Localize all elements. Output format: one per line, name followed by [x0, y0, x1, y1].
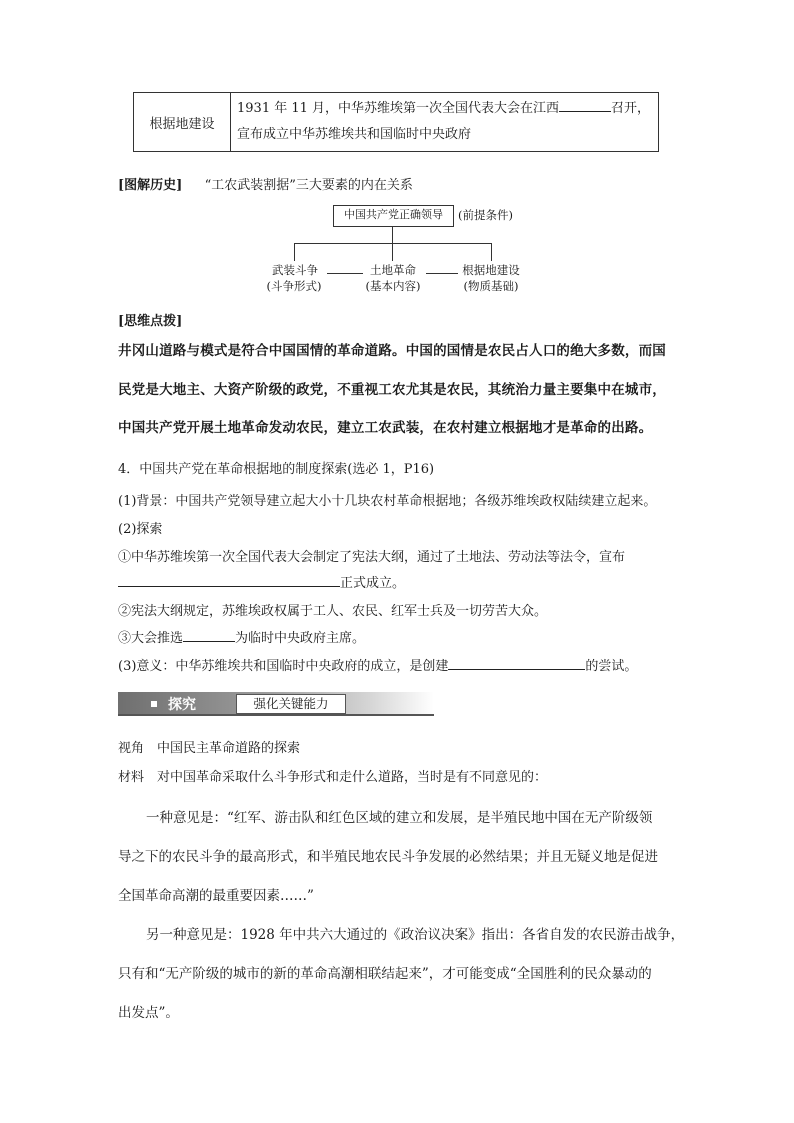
diagram-connector [392, 243, 393, 261]
base-building-table [133, 92, 659, 152]
diagram-item-sub: (基本内容) [365, 279, 421, 293]
inquiry-material: 材料 对中国革命采取什么斗争形式和走什么道路，当时是有不同意见的： [118, 770, 548, 785]
diagram-item-name: 土地革命 [370, 263, 416, 277]
material-paragraph-line: 只有和“无产阶级的城市的新的革命高潮相联结起来”，才可能变成“全国胜利的民众暴动的 [118, 966, 652, 982]
banner-title: 强化关键能力 [236, 694, 346, 714]
diagram-link-line [426, 273, 458, 274]
diagram-item-sub: (斗争形式) [266, 279, 322, 293]
section-title: “工农武装割据”三大要素的内在关系 [204, 178, 413, 193]
table-line-2: 宣布成立中华苏维埃共和国临时中央政府 [237, 127, 472, 142]
square-bullet-icon [151, 701, 157, 707]
answer-blank[interactable] [118, 572, 340, 587]
material-paragraph-line: 另一种意见是：1928 年中共六大通过的《政治议决案》指出：各省自发的农民游击战争， [146, 927, 685, 943]
section4-item1-tail: 正式成立。 [340, 576, 406, 591]
section4-explore-label: (2)探索 [118, 522, 163, 537]
section4-item1: ①中华苏维埃第一次全国代表大会制定了宪法大纲，通过了土地法、劳动法等法令，宣布 [118, 550, 626, 565]
material-paragraph-line: 出发点”。 [118, 1005, 179, 1021]
material-paragraph-line: 全国革命高潮的最重要因素……” [118, 888, 314, 904]
section4-meaning-text: (3)意义：中华苏维埃共和国临时中央政府的成立，是创建 [118, 659, 449, 674]
table-line-1-tail: 召开， [611, 101, 651, 116]
answer-blank[interactable] [448, 655, 585, 670]
section4-item3-text: ③大会推选 [118, 631, 184, 646]
thinking-label: [思维点拨] [118, 314, 183, 329]
section4-title: 4．中国共产党在革命根据地的制度探索(选必 1，P16) [118, 462, 435, 477]
answer-blank[interactable] [559, 97, 611, 112]
diagram-connector [294, 243, 295, 261]
diagram-item-sub: (物质基础) [463, 279, 519, 293]
diagram-item-name: 武装斗争 [272, 263, 318, 277]
section4-meaning [118, 655, 637, 674]
diagram-item-name: 根据地建设 [462, 263, 520, 277]
thinking-line: 中国共产党开展土地革命发动农民，建立工农武装，在农村建立根据地才是革命的出路。 [118, 420, 653, 436]
table-line-1-text: 1931 年 11 月，中华苏维埃第一次全国代表大会在江西 [237, 101, 560, 116]
table-content-cell [231, 93, 659, 152]
banner-tag: 探究 [168, 697, 196, 713]
diagram-connector [392, 226, 393, 243]
section4-item3 [118, 627, 365, 646]
thinking-line: 民党是大地主、大资产阶级的政党，不重视工农尤其是农民，其统治力量主要集中在城市， [118, 382, 666, 398]
section4-background: (1)背景：中国共产党领导建立起大小十几块农村革命根据地；各级苏维埃政权陆续建立起来。 [118, 494, 657, 509]
answer-blank[interactable] [183, 627, 235, 642]
table-header-cell: 根据地建设 [134, 93, 231, 152]
material-paragraph-line: 导之下的农民斗争的最高形式，和半殖民地农民斗争发展的必然结果；并且无疑义地是促进 [118, 849, 658, 865]
inquiry-view: 视角 中国民主革命道路的探索 [118, 741, 301, 756]
section-label: [图解历史] [118, 178, 183, 193]
diagram-top-box: 中国共产党正确领导 [333, 205, 454, 227]
section4-meaning-tail: 的尝试。 [585, 659, 638, 674]
diagram-link-line [327, 273, 363, 274]
table-line-1 [237, 96, 652, 122]
diagram-connector [491, 243, 492, 261]
inquiry-banner [118, 692, 434, 716]
section4-item1-cont [118, 572, 405, 591]
thinking-line: 井冈山道路与模式是符合中国国情的革命道路。中国的国情是农民占人口的绝大多数，而国 [118, 343, 666, 359]
diagram-top-note: (前提条件) [458, 208, 513, 222]
section4-item2: ②宪法大纲规定，苏维埃政权属于工人、农民、红军士兵及一切劳苦大众。 [118, 604, 548, 619]
section4-item3-tail: 为临时中央政府主席。 [235, 631, 366, 646]
banner-underline [118, 714, 434, 716]
diagram-section-heading [118, 174, 413, 193]
material-paragraph-line: 一种意见是：“红军、游击队和红色区域的建立和发展，是半殖民地中国在无产阶级领 [146, 810, 653, 826]
